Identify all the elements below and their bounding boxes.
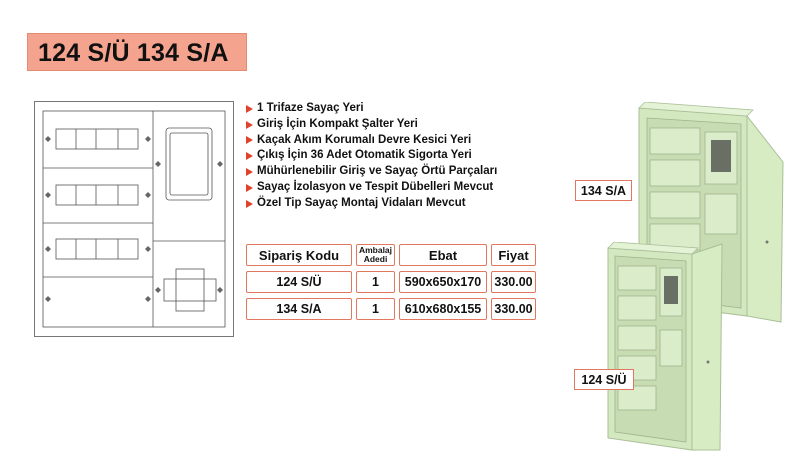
feature-item: 1 Trifaze Sayaç Yeri: [246, 101, 497, 117]
row1-price: 330.00: [491, 271, 536, 293]
header-order-code: Sipariş Kodu: [246, 244, 352, 266]
panel-schematic-drawing: [34, 101, 234, 337]
page-title: 124 S/Ü 134 S/A: [38, 39, 229, 67]
feature-item: Kaçak Akım Korumalı Devre Kesici Yeri: [246, 133, 497, 149]
triangle-bullet-icon: [246, 105, 253, 113]
header-price: Fiyat: [491, 244, 536, 266]
row2-code: 134 S/A: [246, 298, 352, 320]
feature-item: Çıkış İçin 36 Adet Otomatik Sigorta Yeri: [246, 148, 497, 164]
feature-item: Mühürlenebilir Giriş ve Sayaç Örtü Parçaları: [246, 164, 497, 180]
header-package-qty: Ambalaj Adedi: [356, 244, 395, 266]
triangle-bullet-icon: [246, 200, 253, 208]
feature-list: [246, 101, 497, 212]
feature-item: Sayaç İzolasyon ve Tespit Dübelleri Mevcut: [246, 180, 497, 196]
row2-pack: 1: [356, 298, 395, 320]
triangle-bullet-icon: [246, 184, 253, 192]
triangle-bullet-icon: [246, 136, 253, 144]
row1-size: 590x650x170: [399, 271, 487, 293]
label-134: 134 S/A: [575, 180, 632, 201]
triangle-bullet-icon: [246, 152, 253, 160]
label-124: 124 S/Ü: [574, 369, 634, 390]
feature-item: Giriş İçin Kompakt Şalter Yeri: [246, 117, 497, 133]
feature-item: Özel Tip Sayaç Montaj Vidaları Mevcut: [246, 196, 497, 212]
row2-size: 610x680x155: [399, 298, 487, 320]
row2-price: 330.00: [491, 298, 536, 320]
triangle-bullet-icon: [246, 121, 253, 129]
triangle-bullet-icon: [246, 168, 253, 176]
title-banner: [27, 33, 247, 71]
row1-pack: 1: [356, 271, 395, 293]
row1-code: 124 S/Ü: [246, 271, 352, 293]
header-dimensions: Ebat: [399, 244, 487, 266]
cabinet-124-image: [604, 242, 724, 457]
